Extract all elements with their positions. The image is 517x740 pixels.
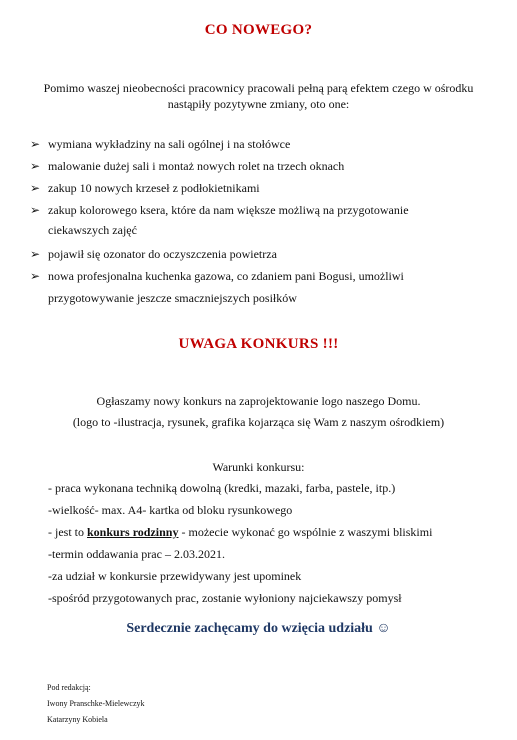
footer-editor-label: Pod redakcją: — [47, 683, 91, 692]
arrow-bullet-icon: ➢ — [30, 159, 41, 173]
family-contest-emphasis: konkurs rodzinny — [87, 525, 179, 539]
intro-line-2: nastąpiły pozytywne zmiany, oto one: — [167, 97, 350, 111]
arrow-bullet-icon: ➢ — [30, 269, 41, 283]
contest-title: UWAGA KONKURS !!! — [178, 336, 339, 352]
arrow-bullet-icon: ➢ — [30, 181, 41, 195]
condition-item: -spośród przygotowanych prac, zostanie wyłoniony najciekawszy pomysł — [48, 591, 402, 605]
footer-editor-name-1: Iwony Pranschke-Mielewczyk — [47, 699, 145, 708]
condition-item: -za udział w konkursie przewidywany jest upominek — [48, 569, 302, 583]
condition-item: -termin oddawania prac – 2.03.2021. — [48, 547, 225, 561]
conditions-heading: Warunki konkursu: — [212, 460, 305, 474]
arrow-bullet-icon: ➢ — [30, 247, 41, 261]
condition-item: -wielkość- max. A4- kartka od bloku rysunkowego — [48, 503, 293, 517]
condition-item: - praca wykonana techniką dowolną (kredki, mazaki, farba, pastele, itp.) — [48, 481, 396, 495]
contest-intro-line-2: (logo to -ilustracja, rysunek, grafika kojarząca się Wam z naszym ośrodkiem) — [72, 415, 445, 429]
closing-invitation: Serdecznie zachęcamy do wzięcia udziału ☺ — [126, 621, 391, 636]
arrow-bullet-icon: ➢ — [30, 203, 41, 217]
condition-item: - jest to konkurs rodzinny - możecie wykonać go wspólnie z waszymi bliskimi — [48, 525, 433, 539]
intro-line-1: Pomimo waszej nieobecności pracownicy pracowali pełną parą efektem czego w ośrodku — [43, 81, 474, 95]
arrow-bullet-icon: ➢ — [30, 137, 41, 151]
page-title: CO NOWEGO? — [204, 22, 313, 38]
footer-editor-name-2: Katarzyny Kobiela — [47, 715, 108, 724]
contest-intro-line-1: Ogłaszamy nowy konkurs na zaprojektowanie logo naszego Domu. — [96, 394, 421, 408]
